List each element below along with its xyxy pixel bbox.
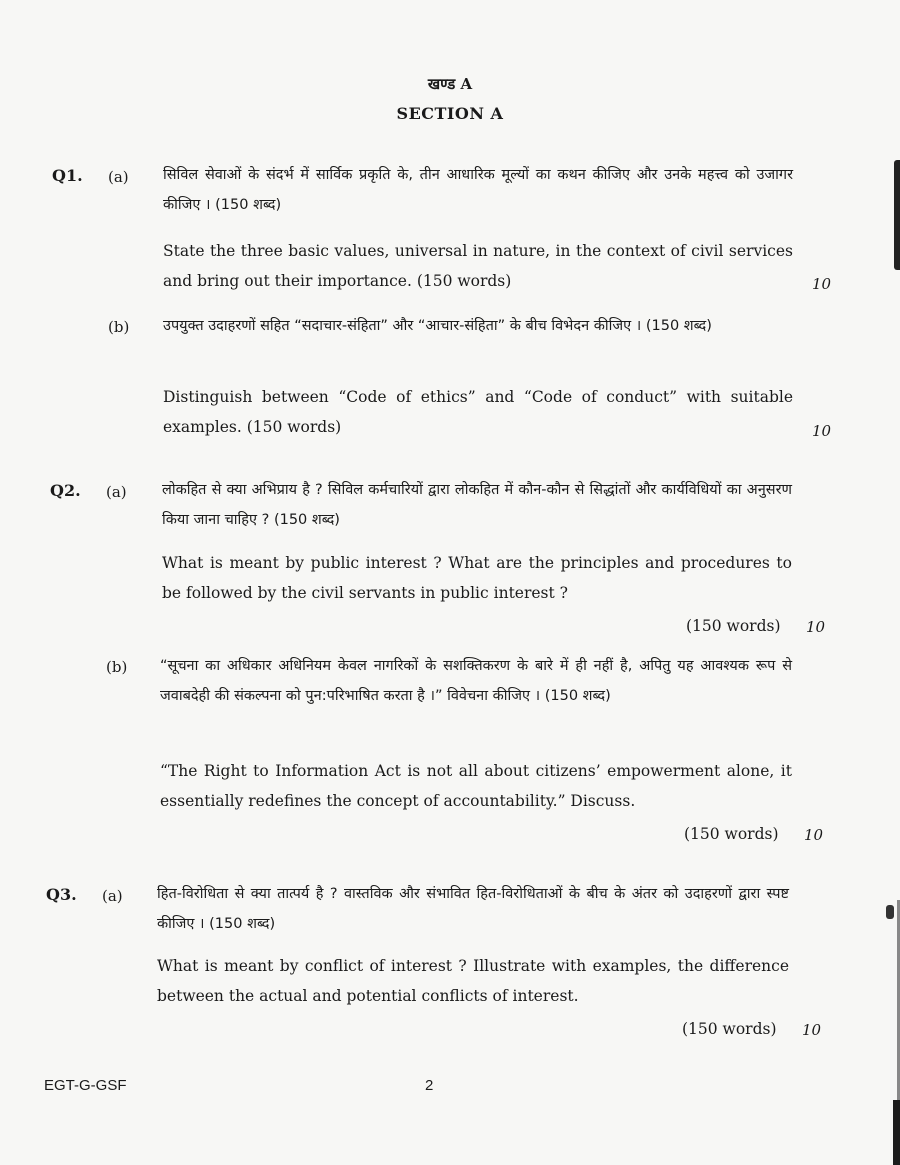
- question-text-hindi: सिविल सेवाओं के संदर्भ में सार्विक प्रकृति के, तीन आधारिक मूल्यों का कथन कीजिए और उनके महत्त्व को उजागर कीजिए । (150 शब्द): [163, 167, 793, 213]
- scan-artifact: [893, 1100, 900, 1165]
- part-label: (b): [108, 318, 130, 336]
- question-text-english: State the three basic values, universal in nature, in the context of civil services and bring out their importance. (150 words): [163, 242, 793, 290]
- marks: 10: [812, 422, 832, 440]
- marks: 10: [804, 826, 824, 844]
- question-text-hindi: उपयुक्त उदाहरणों सहित “सदाचार-संहिता” और “आचार-संहिता” के बीच विभेदन कीजिए । (150 शब्द): [163, 318, 712, 334]
- question-text-english: Distinguish between “Code of ethics” and “Code of conduct” with suitable examples. (150 words): [163, 388, 793, 436]
- question-text-hindi: लोकहित से क्या अभिप्राय है ? सिविल कर्मचारियों द्वारा लोकहित में कौन-कौन से सिद्धांतों और कार्यविधियों का अनुसरण किया जाना चाहिए ? (150 शब्द): [162, 482, 792, 528]
- word-limit: (150 words): [682, 1020, 777, 1038]
- question-text-english: “The Right to Information Act is not all about citizens’ empowerment alone, it essentially redefines the concept of accountability.” Discuss.: [160, 762, 792, 810]
- page-number: 2: [425, 1077, 434, 1094]
- question-number: Q1.: [52, 166, 83, 185]
- section-title-english: SECTION A: [396, 104, 504, 123]
- marks: 10: [812, 275, 832, 293]
- word-limit: (150 words): [684, 825, 779, 843]
- scan-artifact: [894, 160, 900, 270]
- scan-artifact: [886, 905, 894, 919]
- paper-code: EGT-G-GSF: [44, 1077, 127, 1094]
- question-text-english: What is meant by conflict of interest ? Illustrate with examples, the difference between the actual and potential conflicts of interest.: [157, 957, 789, 1005]
- part-label: (a): [106, 483, 127, 501]
- question-number: Q2.: [50, 481, 81, 500]
- question-text-hindi: “सूचना का अधिकार अधिनियम केवल नागरिकों के सशक्तिकरण के बारे में ही नहीं है, अपितु यह आवश्यक रूप से जवाबदेही की संकल्पना को पुन:परिभाषित करता है ।” विवेचना कीजिए । (150 शब्द): [160, 658, 792, 704]
- part-label: (a): [102, 887, 123, 905]
- section-title-hindi: खण्ड A: [427, 75, 473, 93]
- word-limit: (150 words): [686, 617, 781, 635]
- question-number: Q3.: [46, 885, 77, 904]
- marks: 10: [802, 1021, 822, 1039]
- marks: 10: [806, 618, 826, 636]
- part-label: (a): [108, 168, 129, 186]
- question-text-hindi: हित-विरोधिता से क्या तात्पर्य है ? वास्तविक और संभावित हित-विरोधिताओं के बीच के अंतर को उदाहरणों द्वारा स्पष्ट कीजिए । (150 शब्द): [157, 886, 789, 932]
- question-text-english: What is meant by public interest ? What are the principles and procedures to be followed by the civil servants in public interest ?: [162, 554, 792, 602]
- part-label: (b): [106, 658, 128, 676]
